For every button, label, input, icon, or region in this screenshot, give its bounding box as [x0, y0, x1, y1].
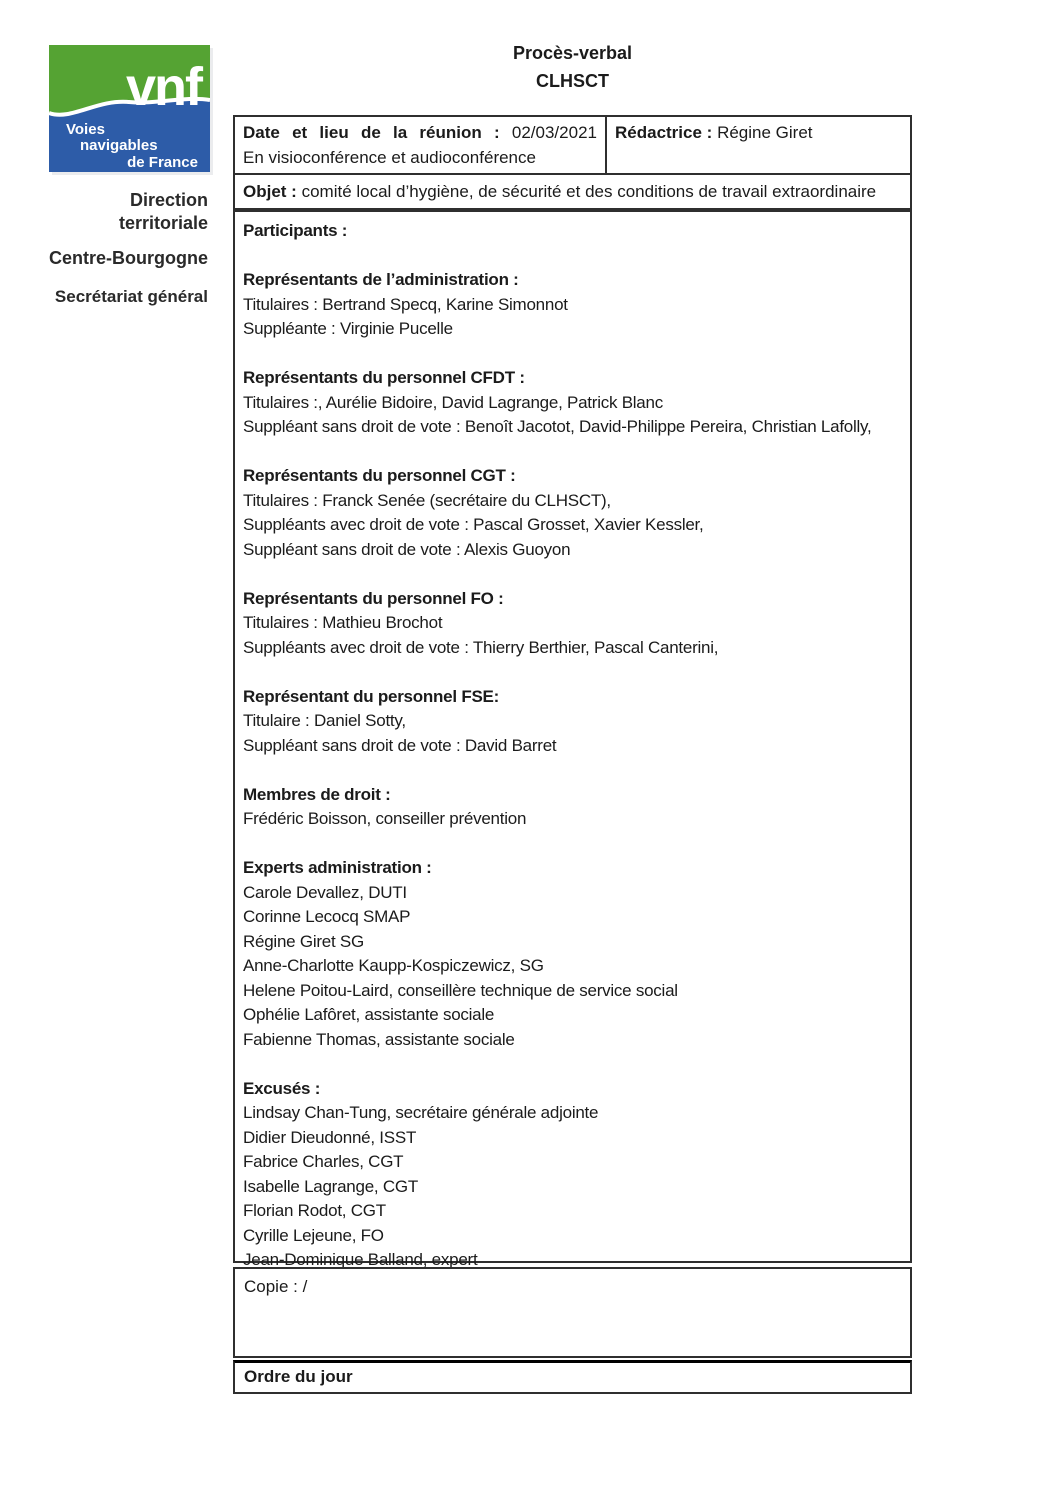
location-line: En visioconférence et audioconférence	[243, 148, 536, 167]
participant-group-heading: Représentant du personnel FSE:	[243, 686, 500, 706]
participant-line: Fabienne Thomas, assistante sociale	[243, 1029, 515, 1049]
participant-group-heading: Membres de droit :	[243, 784, 391, 804]
redactrice-label: Rédactrice :	[615, 123, 713, 142]
logo-brand-text: vnf	[126, 57, 201, 117]
date-label: Date et lieu de la réunion :	[243, 123, 500, 142]
participant-line: Carole Devallez, DUTI	[243, 882, 407, 902]
participant-line: Régine Giret SG	[243, 931, 364, 951]
participant-line: Didier Dieudonné, ISST	[243, 1127, 417, 1147]
meta-row-date	[235, 117, 910, 173]
objet-label: Objet :	[243, 182, 297, 201]
participant-line: Suppléant sans droit de vote : Alexis Guoyon	[243, 539, 571, 559]
meta-table	[233, 115, 912, 210]
participant-group-heading: Représentants du personnel FO :	[243, 588, 504, 608]
participants-title: Participants :	[243, 221, 348, 240]
objet-row	[235, 173, 910, 208]
participant-line: Suppléants avec droit de vote : Thierry Berthier, Pascal Canterini,	[243, 637, 719, 657]
participant-line: Cyrille Lejeune, FO	[243, 1225, 384, 1245]
doc-title-line2: CLHSCT	[536, 71, 609, 91]
ordre-du-jour-label: Ordre du jour	[244, 1367, 353, 1386]
sidebar-direction-line1: Direction	[129, 190, 208, 210]
objet-value: comité local d’hygiène, de sécurité et des conditions de travail extraordinaire	[301, 182, 877, 201]
participant-line: Ophélie Lafôret, assistante sociale	[243, 1005, 495, 1024]
participant-group-heading: Représentants du personnel CFDT :	[243, 368, 525, 387]
participant-line: Suppléante : Virginie Pucelle	[243, 319, 453, 338]
participant-line: Anne-Charlotte Kaupp-Kospiczewicz, SG	[243, 956, 544, 975]
participant-line: Helene Poitou-Laird, conseillère technique de service social	[243, 980, 678, 1000]
logo-tagline-line2: navigables	[80, 137, 158, 154]
participant-groups	[243, 268, 902, 1273]
participant-line: Titulaires : Bertrand Specq, Karine Simonnot	[243, 294, 568, 314]
participant-line: Corinne Lecocq SMAP	[243, 907, 411, 926]
participant-group-heading: Représentants de l’administration :	[243, 270, 519, 289]
participant-group	[243, 366, 902, 440]
sidebar-direction-line2: territoriale	[118, 213, 208, 233]
participant-line: Isabelle Lagrange, CGT	[243, 1176, 418, 1196]
participant-line: Fabrice Charles, CGT	[243, 1152, 404, 1171]
participant-line: Frédéric Boisson, conseiller prévention	[243, 809, 527, 828]
sidebar-service: Secrétariat général	[54, 287, 208, 306]
participant-group	[243, 856, 902, 1052]
date-line	[243, 120, 597, 145]
sidebar-org-block	[18, 189, 208, 307]
participants-box	[233, 210, 912, 1269]
logo-tagline-line1: Voies	[66, 121, 105, 138]
participant-line: Titulaire : Daniel Sotty,	[243, 711, 406, 730]
copie-text: Copie : /	[244, 1277, 308, 1296]
doc-title	[233, 39, 912, 95]
redactrice-value: Régine Giret	[717, 123, 813, 142]
participant-group-heading: Excusés :	[243, 1078, 321, 1098]
participant-group	[243, 685, 902, 759]
participant-group	[243, 783, 902, 832]
sidebar-direction	[18, 189, 208, 235]
vnf-logo	[49, 45, 210, 172]
participant-group	[243, 1077, 902, 1273]
participant-group-heading: Représentants du personnel CGT :	[243, 466, 516, 485]
logo-tagline-line3: de France	[127, 154, 198, 171]
participant-group-heading: Experts administration :	[243, 858, 432, 877]
participant-line: Jean-Dominique Balland, expert	[243, 1250, 478, 1269]
sidebar-region: Centre-Bourgogne	[49, 248, 208, 268]
participant-group	[243, 268, 902, 342]
participant-line: Florian Rodot, CGT	[243, 1201, 386, 1220]
participant-group	[243, 464, 902, 562]
participant-line: Titulaires :, Aurélie Bidoire, David Lagrange, Patrick Blanc	[243, 392, 663, 412]
date-cell	[235, 117, 607, 173]
participant-line: Suppléants avec droit de vote : Pascal Grosset, Xavier Kessler,	[243, 515, 704, 534]
copie-box	[233, 1267, 912, 1358]
redactrice-cell	[607, 117, 910, 173]
date-value: 02/03/2021	[511, 123, 597, 142]
doc-title-line1: Procès-verbal	[512, 43, 633, 63]
participant-group	[243, 587, 902, 661]
participant-line: Suppléant sans droit de vote : David Barret	[243, 735, 557, 755]
participant-line: Lindsay Chan-Tung, secrétaire générale adjointe	[243, 1103, 599, 1122]
participant-line: Titulaires : Franck Senée (secrétaire du CLHSCT),	[243, 490, 611, 510]
vnf-logo-graphic	[49, 45, 210, 172]
ordre-du-jour-box	[233, 1360, 912, 1394]
participant-line: Suppléant sans droit de vote : Benoît Jacotot, David-Philippe Pereira, Christian Lafolly,	[243, 417, 872, 436]
participant-line: Titulaires : Mathieu Brochot	[243, 613, 443, 632]
